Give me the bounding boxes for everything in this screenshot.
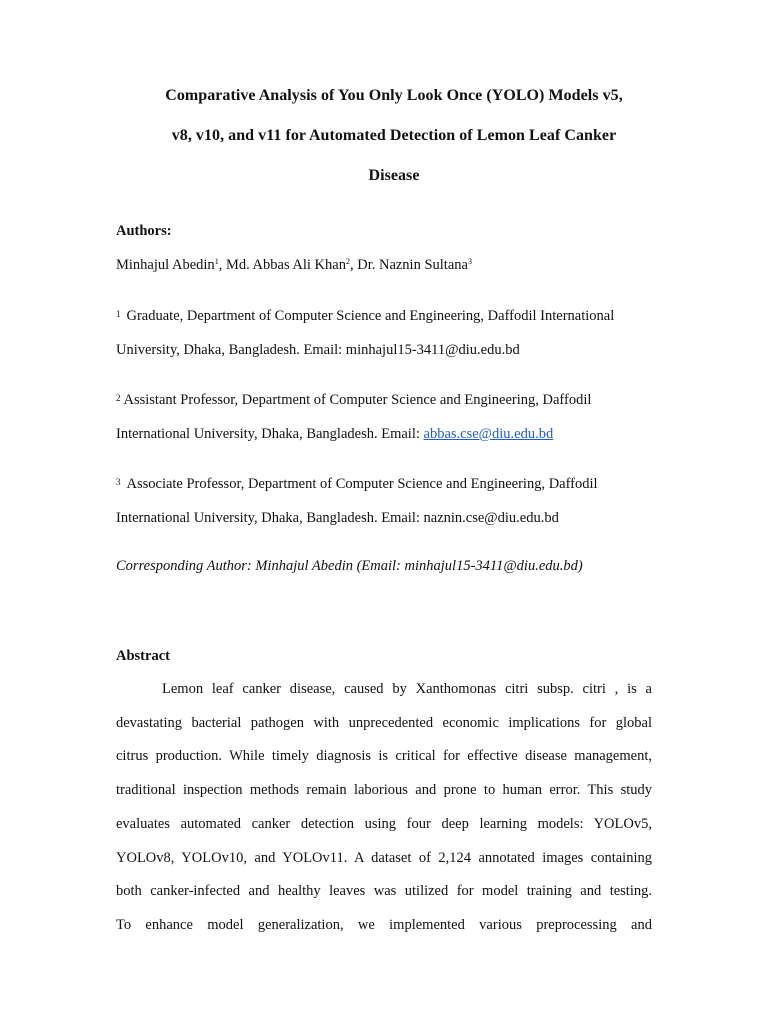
- author-affiliation-mark: 2: [345, 257, 350, 266]
- author-affiliation-mark: 1: [214, 257, 219, 266]
- affiliation-mark: 3: [116, 477, 121, 487]
- affiliation-text: International University, Dhaka, Bangladesh. Email: naznin.cse@diu.edu.bd: [116, 510, 559, 526]
- abstract-heading: Abstract: [116, 648, 170, 664]
- abstract-body: [116, 673, 652, 943]
- authors-heading: Authors:: [116, 223, 172, 239]
- author-separator: ,: [349, 257, 358, 273]
- corresponding-author: Corresponding Author: Minhajul Abedin (Email: minhajul15-3411@diu.edu.bd): [116, 558, 583, 574]
- affiliation-2: [116, 381, 652, 451]
- author-name: Minhajul Abedin: [116, 257, 215, 273]
- affiliation-1: [116, 297, 652, 367]
- affiliation-text: Graduate, Department of Computer Science and Engineering, Daffodil International: [126, 308, 615, 324]
- abstract-line: traditional inspection methods remain laborious and prone to human error. This study: [116, 782, 652, 799]
- abstract-line: both canker-infected and healthy leaves was utilized for model training and testing.: [116, 883, 652, 900]
- affiliation-3: [116, 465, 652, 535]
- affiliation-text: Associate Professor, Department of Computer Science and Engineering, Daffodil: [126, 476, 598, 492]
- authors-list: [116, 255, 652, 275]
- affiliation-text: International University, Dhaka, Bangladesh. Email:: [116, 426, 424, 442]
- abstract-line: devastating bacterial pathogen with unprecedented economic implications for global: [116, 714, 652, 731]
- title-line-1: Comparative Analysis of You Only Look Once (YOLO) Models v5,: [165, 87, 623, 104]
- abstract-line: evaluates automated canker detection using four deep learning models: YOLOv5,: [116, 815, 652, 832]
- abstract-line: Lemon leaf canker disease, caused by Xanthomonas citri subsp. citri , is a: [162, 681, 652, 697]
- author-name: Md. Abbas Ali Khan: [225, 257, 346, 273]
- affiliation-mark: 1: [116, 309, 121, 319]
- abstract-line: citrus production. While timely diagnosis is critical for effective disease management,: [116, 748, 652, 765]
- affiliation-text: Assistant Professor, Department of Computer Science and Engineering, Daffodil: [123, 392, 592, 408]
- title-line-2: v8, v10, and v11 for Automated Detection of Lemon Leaf Canker: [171, 127, 617, 144]
- affiliation-mark: 2: [116, 393, 121, 403]
- email-link[interactable]: abbas.cse@diu.edu.bd: [423, 426, 554, 442]
- abstract-line: YOLOv8, YOLOv10, and YOLOv11. A dataset of 2,124 annotated images containing: [116, 849, 652, 866]
- title-line-3: Disease: [368, 167, 420, 184]
- affiliation-text: University, Dhaka, Bangladesh. Email: minhajul15-3411@diu.edu.bd: [116, 342, 520, 358]
- abstract-line: To enhance model generalization, we implemented various preprocessing and: [116, 916, 652, 933]
- paper-title: [100, 76, 688, 196]
- author-affiliation-mark: 3: [467, 257, 472, 266]
- author-separator: ,: [218, 257, 226, 273]
- author-name: Dr. Naznin Sultana: [357, 257, 468, 273]
